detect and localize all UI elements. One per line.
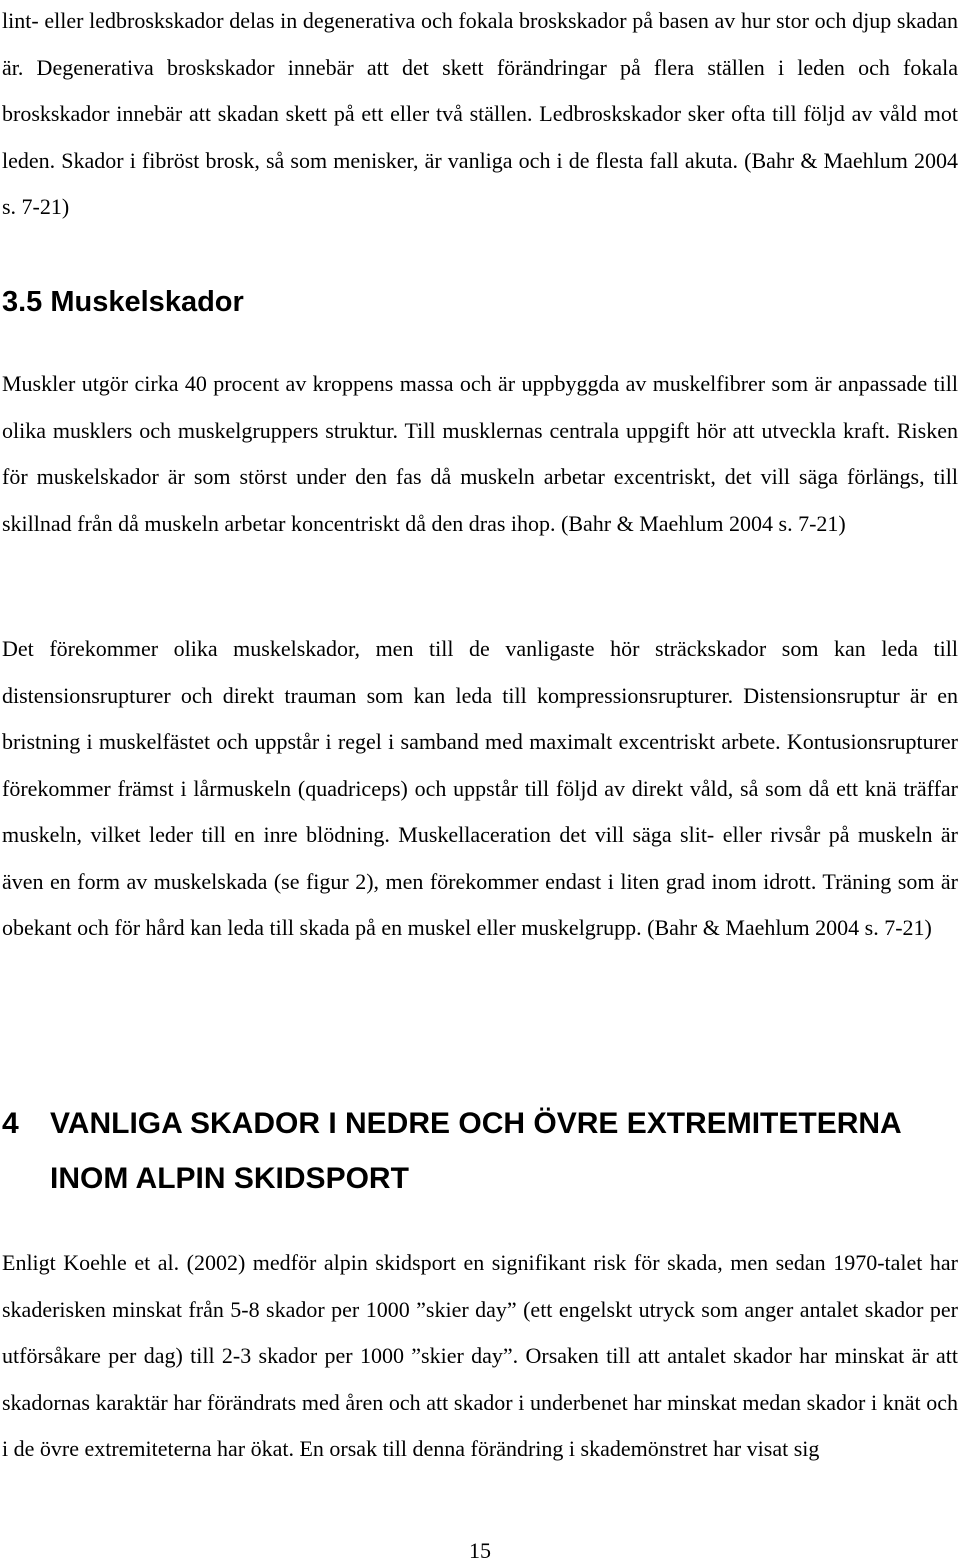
paragraph-alpine-ski-injury-risk: Enligt Koehle et al. (2002) medför alpin skidsport en signifikant risk för skada, men sedan 1970-talet har skaderisken minskat från 5-8 skador per 1000 ”skier day” (ett engelskt utryck som anger antalet skador per utförsåkare per dag) till 2-3 skador per 1000 ”skier day”. Orsaken till att antalet skador har minskat är att skadornas karaktär har förändrats med åren och att skador i underbenet har minskat medan skador i knät och i de övre extremiteterna har ökat. En orsak till denna förändring i skademönstret har visat sig: [2, 1250, 958, 1461]
paragraph-muscle-injury-types: Det förekommer olika muskelskador, men till de vanligaste hör sträckskador som kan leda till distensionsrupturer och direkt trauman som kan leda till kompressionsrupturer. Distensionsruptur är en bristning i muskelfästet och uppstår i regel i samband med maximalt excentriskt arbete. Kontusionsrupturer förekommer främst i lårmuskeln (quadriceps) och uppstår till följd av direkt våld, så som då ett knä träffar muskeln, vilket leder till en inre blödning. Muskellaceration det vill säga slit- eller rivsår på muskeln är även en form av muskelskada (se figur 2), men förekommer endast i liten grad inom idrott. Träning som är obekant och för hård kan leda till skada på en muskel eller muskelgrupp. (Bahr & Maehlum 2004 s. 7-21): [2, 636, 958, 940]
paragraph-muscle-overview: Muskler utgör cirka 40 procent av kroppens massa och är uppbyggda av muskelfibrer som är anpassade till olika musklers och muskelgruppers struktur. Till musklernas centrala uppgift hör att utveckla kraft. Risken för muskelskador är som störst under den fas då muskeln arbetar excentriskt, det vill säga förlängs, till skillnad från då muskeln arbetar koncentriskt då den dras ihop. (Bahr & Maehlum 2004 s. 7-21): [2, 371, 958, 536]
chapter-number: 4: [2, 1107, 19, 1140]
section-heading-muskelskador: 3.5 Muskelskador: [2, 286, 244, 318]
chapter-title: VANLIGA SKADOR I NEDRE OCH ÖVRE EXTREMITETERNA INOM ALPIN SKIDSPORT: [50, 1107, 901, 1195]
page-number: 15: [469, 1538, 491, 1563]
chapter-heading: [2, 1096, 960, 1206]
paragraph-cartilage-injuries: lint- eller ledbroskskador delas in degenerativa och fokala broskskador på basen av hur stor och djup skadan är. Degenerativa broskskador innebär att det skett förändringar på flera ställen i leden och fokala broskskador innebär att skadan skett på ett eller två ställen. Ledbroskskador sker ofta till följd av våld mot leden. Skador i fibröst brosk, så som menisker, är vanliga och i de flesta fall akuta. (Bahr & Maehlum 2004 s. 7-21): [2, 8, 958, 219]
